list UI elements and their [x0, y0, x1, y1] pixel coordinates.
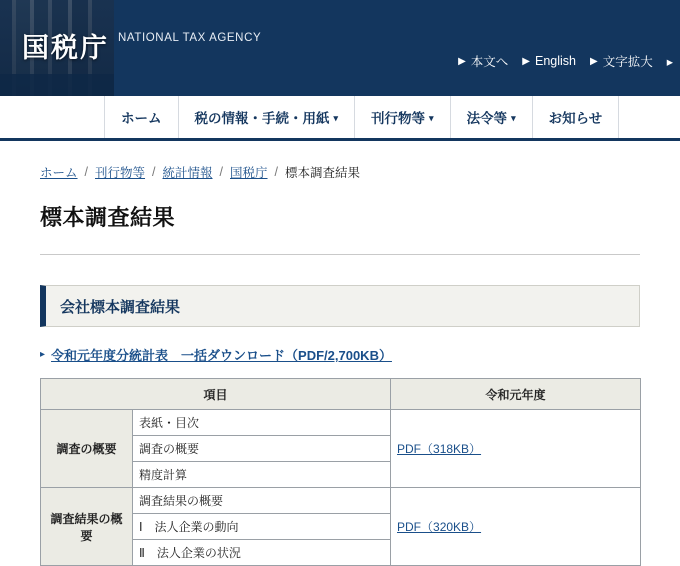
main-content [0, 163, 680, 566]
arrow-right-icon: ▶ [522, 55, 530, 67]
gnav-item-publications[interactable] [355, 96, 451, 138]
bulk-download-line [40, 345, 640, 364]
gnav-item-news[interactable] [533, 96, 620, 138]
table-header-item: 項目 [41, 379, 391, 410]
title-divider [40, 254, 640, 255]
table-row [41, 488, 641, 514]
table-rowhead-survey-overview: 調査の概要 [41, 410, 133, 488]
chevron-down-icon: ▾ [511, 112, 516, 123]
arrow-right-icon: ▶ [458, 55, 466, 67]
pdf-link[interactable]: PDF（318KB） [397, 442, 482, 456]
pdf-link[interactable]: PDF（320KB） [397, 520, 482, 534]
breadcrumb-separator: / [152, 165, 156, 179]
table-rowhead-results-overview: 調査結果の概要 [41, 488, 133, 566]
table-header-year: 令和元年度 [391, 379, 641, 410]
gnav-item-home[interactable] [105, 96, 179, 138]
site-logo-en: NATIONAL TAX AGENCY [118, 32, 262, 44]
table-cell-item: 表紙・目次 [133, 410, 391, 436]
table-header-row [41, 379, 641, 410]
site-logo-ja[interactable]: 国税庁 [22, 33, 109, 63]
header-link-label: 文字拡大 [602, 55, 653, 69]
header-link-text-enlarge[interactable] [583, 52, 660, 70]
table-row [41, 410, 641, 436]
table-cell-item: Ⅱ 法人企業の状況 [133, 540, 391, 566]
breadcrumb-separator: / [84, 165, 88, 179]
gnav-item-label: 法令等 [466, 111, 508, 126]
gnav-item-label: 刊行物等 [371, 111, 426, 126]
gnav-left-spacer [0, 96, 105, 138]
header-link-english[interactable] [515, 54, 583, 68]
gnav-item-tax-info[interactable] [179, 96, 356, 138]
statistics-table [40, 378, 641, 566]
header-link-label: 本文へ [470, 55, 509, 69]
arrow-right-icon: ▶ [590, 55, 598, 67]
breadcrumb-item-nta[interactable]: 国税庁 [230, 166, 268, 180]
triangle-right-icon: ▸ [40, 349, 46, 360]
section-header-company-sample-survey [40, 285, 640, 327]
breadcrumb-item-home[interactable]: ホーム [40, 166, 78, 180]
breadcrumb-item-statistics[interactable]: 統計情報 [162, 166, 213, 180]
breadcrumb-separator: / [219, 165, 223, 179]
gnav-item-label: お知らせ [548, 111, 603, 126]
header-link-trailing-arrow: ▸ [666, 54, 673, 69]
table-cell-item: Ⅰ 法人企業の動向 [133, 514, 391, 540]
section-title: 会社標本調査結果 [60, 298, 181, 316]
breadcrumb-item-publications[interactable]: 刊行物等 [95, 166, 146, 180]
gnav-item-label: ホーム [121, 111, 162, 126]
header-utility-links [451, 52, 680, 70]
table-cell-item: 精度計算 [133, 462, 391, 488]
table-cell-item: 調査の概要 [133, 436, 391, 462]
chevron-down-icon: ▾ [429, 112, 434, 123]
site-header [0, 0, 680, 96]
page-title: 標本調査結果 [40, 205, 176, 230]
gnav-item-laws[interactable] [451, 96, 533, 138]
header-link-skip-to-content[interactable] [451, 52, 515, 70]
gnav-item-label: 税の情報・手続・用紙 [194, 111, 330, 126]
breadcrumb-current: 標本調査結果 [285, 166, 361, 180]
global-navigation [0, 96, 680, 141]
table-cell-item: 調査結果の概要 [133, 488, 391, 514]
breadcrumb [40, 163, 640, 181]
header-link-label: English [535, 54, 576, 68]
bulk-download-link[interactable]: 令和元年度分統計表 一括ダウンロード（PDF/2,700KB） [51, 348, 392, 363]
breadcrumb-separator: / [274, 165, 278, 179]
table-cell-pdf [391, 488, 641, 566]
chevron-down-icon: ▾ [333, 112, 339, 123]
table-cell-pdf [391, 410, 641, 488]
